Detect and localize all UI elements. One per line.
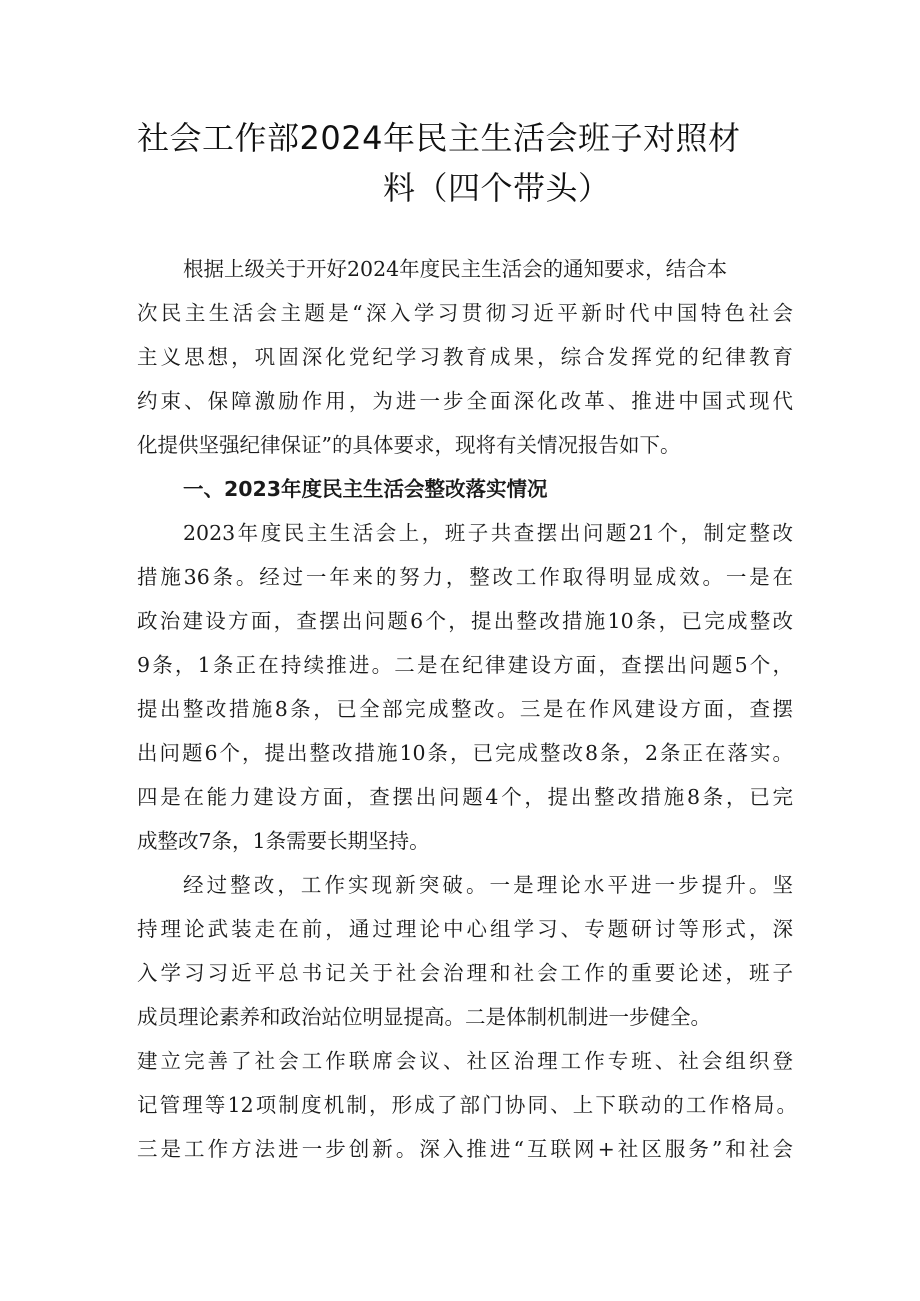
paragraph-line: 2023年度民主生活会上，班子共查摆出问题21个，制定整改: [183, 521, 793, 545]
paragraph-line: 9条，1条正在持续推进。二是在纪律建设方面，查摆出问题5个，: [137, 653, 793, 677]
paragraph-line: 化提供坚强纪律保证”的具体要求，现将有关情况报告如下。: [137, 433, 681, 457]
paragraph-line: 三是工作方法进一步创新。深入推进“互联网+社区服务”和社会: [137, 1137, 793, 1161]
paragraph-line: 入学习习近平总书记关于社会治理和社会工作的重要论述，班子: [137, 961, 793, 985]
paragraph-line: 成整改7条，1条需要长期坚持。: [137, 829, 430, 853]
paragraph-line: 建立完善了社会工作联席会议、社区治理工作专班、社会组织登: [137, 1049, 793, 1073]
paragraph-line: 根据上级关于开好2024年度民主生活会的通知要求，结合本: [183, 257, 728, 281]
paragraph-line: 成员理论素养和政治站位明显提高。二是体制机制进一步健全。: [137, 1005, 711, 1029]
paragraph-line: 政治建设方面，查摆出问题6个，提出整改措施10条，已完成整改: [137, 609, 793, 633]
paragraph-line: 措施36条。经过一年来的努力，整改工作取得明显成效。一是在: [137, 565, 793, 589]
paragraph-line: 记管理等12项制度机制，形成了部门协同、上下联动的工作格局。: [137, 1093, 797, 1117]
document-title-line1: 社会工作部2024年民主生活会班子对照材: [137, 119, 741, 157]
document-title-line2: 料（四个带头）: [383, 169, 611, 207]
section-heading: 一、2023年度民主生活会整改落实情况: [183, 477, 548, 501]
paragraph-line: 次民主生活会主题是“深入学习贯彻习近平新时代中国特色社会: [137, 301, 793, 325]
paragraph-line: 主义思想，巩固深化党纪学习教育成果，综合发挥党的纪律教育: [137, 345, 793, 369]
paragraph-line: 提出整改措施8条，已全部完成整改。三是在作风建设方面，查摆: [137, 697, 793, 721]
paragraph-line: 约束、保障激励作用，为进一步全面深化改革、推进中国式现代: [137, 389, 793, 413]
paragraph-line: 持理论武装走在前，通过理论中心组学习、专题研讨等形式，深: [137, 917, 793, 941]
paragraph-line: 四是在能力建设方面，查摆出问题4个，提出整改措施8条，已完: [137, 785, 793, 809]
paragraph-line: 出问题6个，提出整改措施10条，已完成整改8条，2条正在落实。: [137, 741, 793, 765]
paragraph-line: 经过整改，工作实现新突破。一是理论水平进一步提升。坚: [183, 873, 793, 897]
